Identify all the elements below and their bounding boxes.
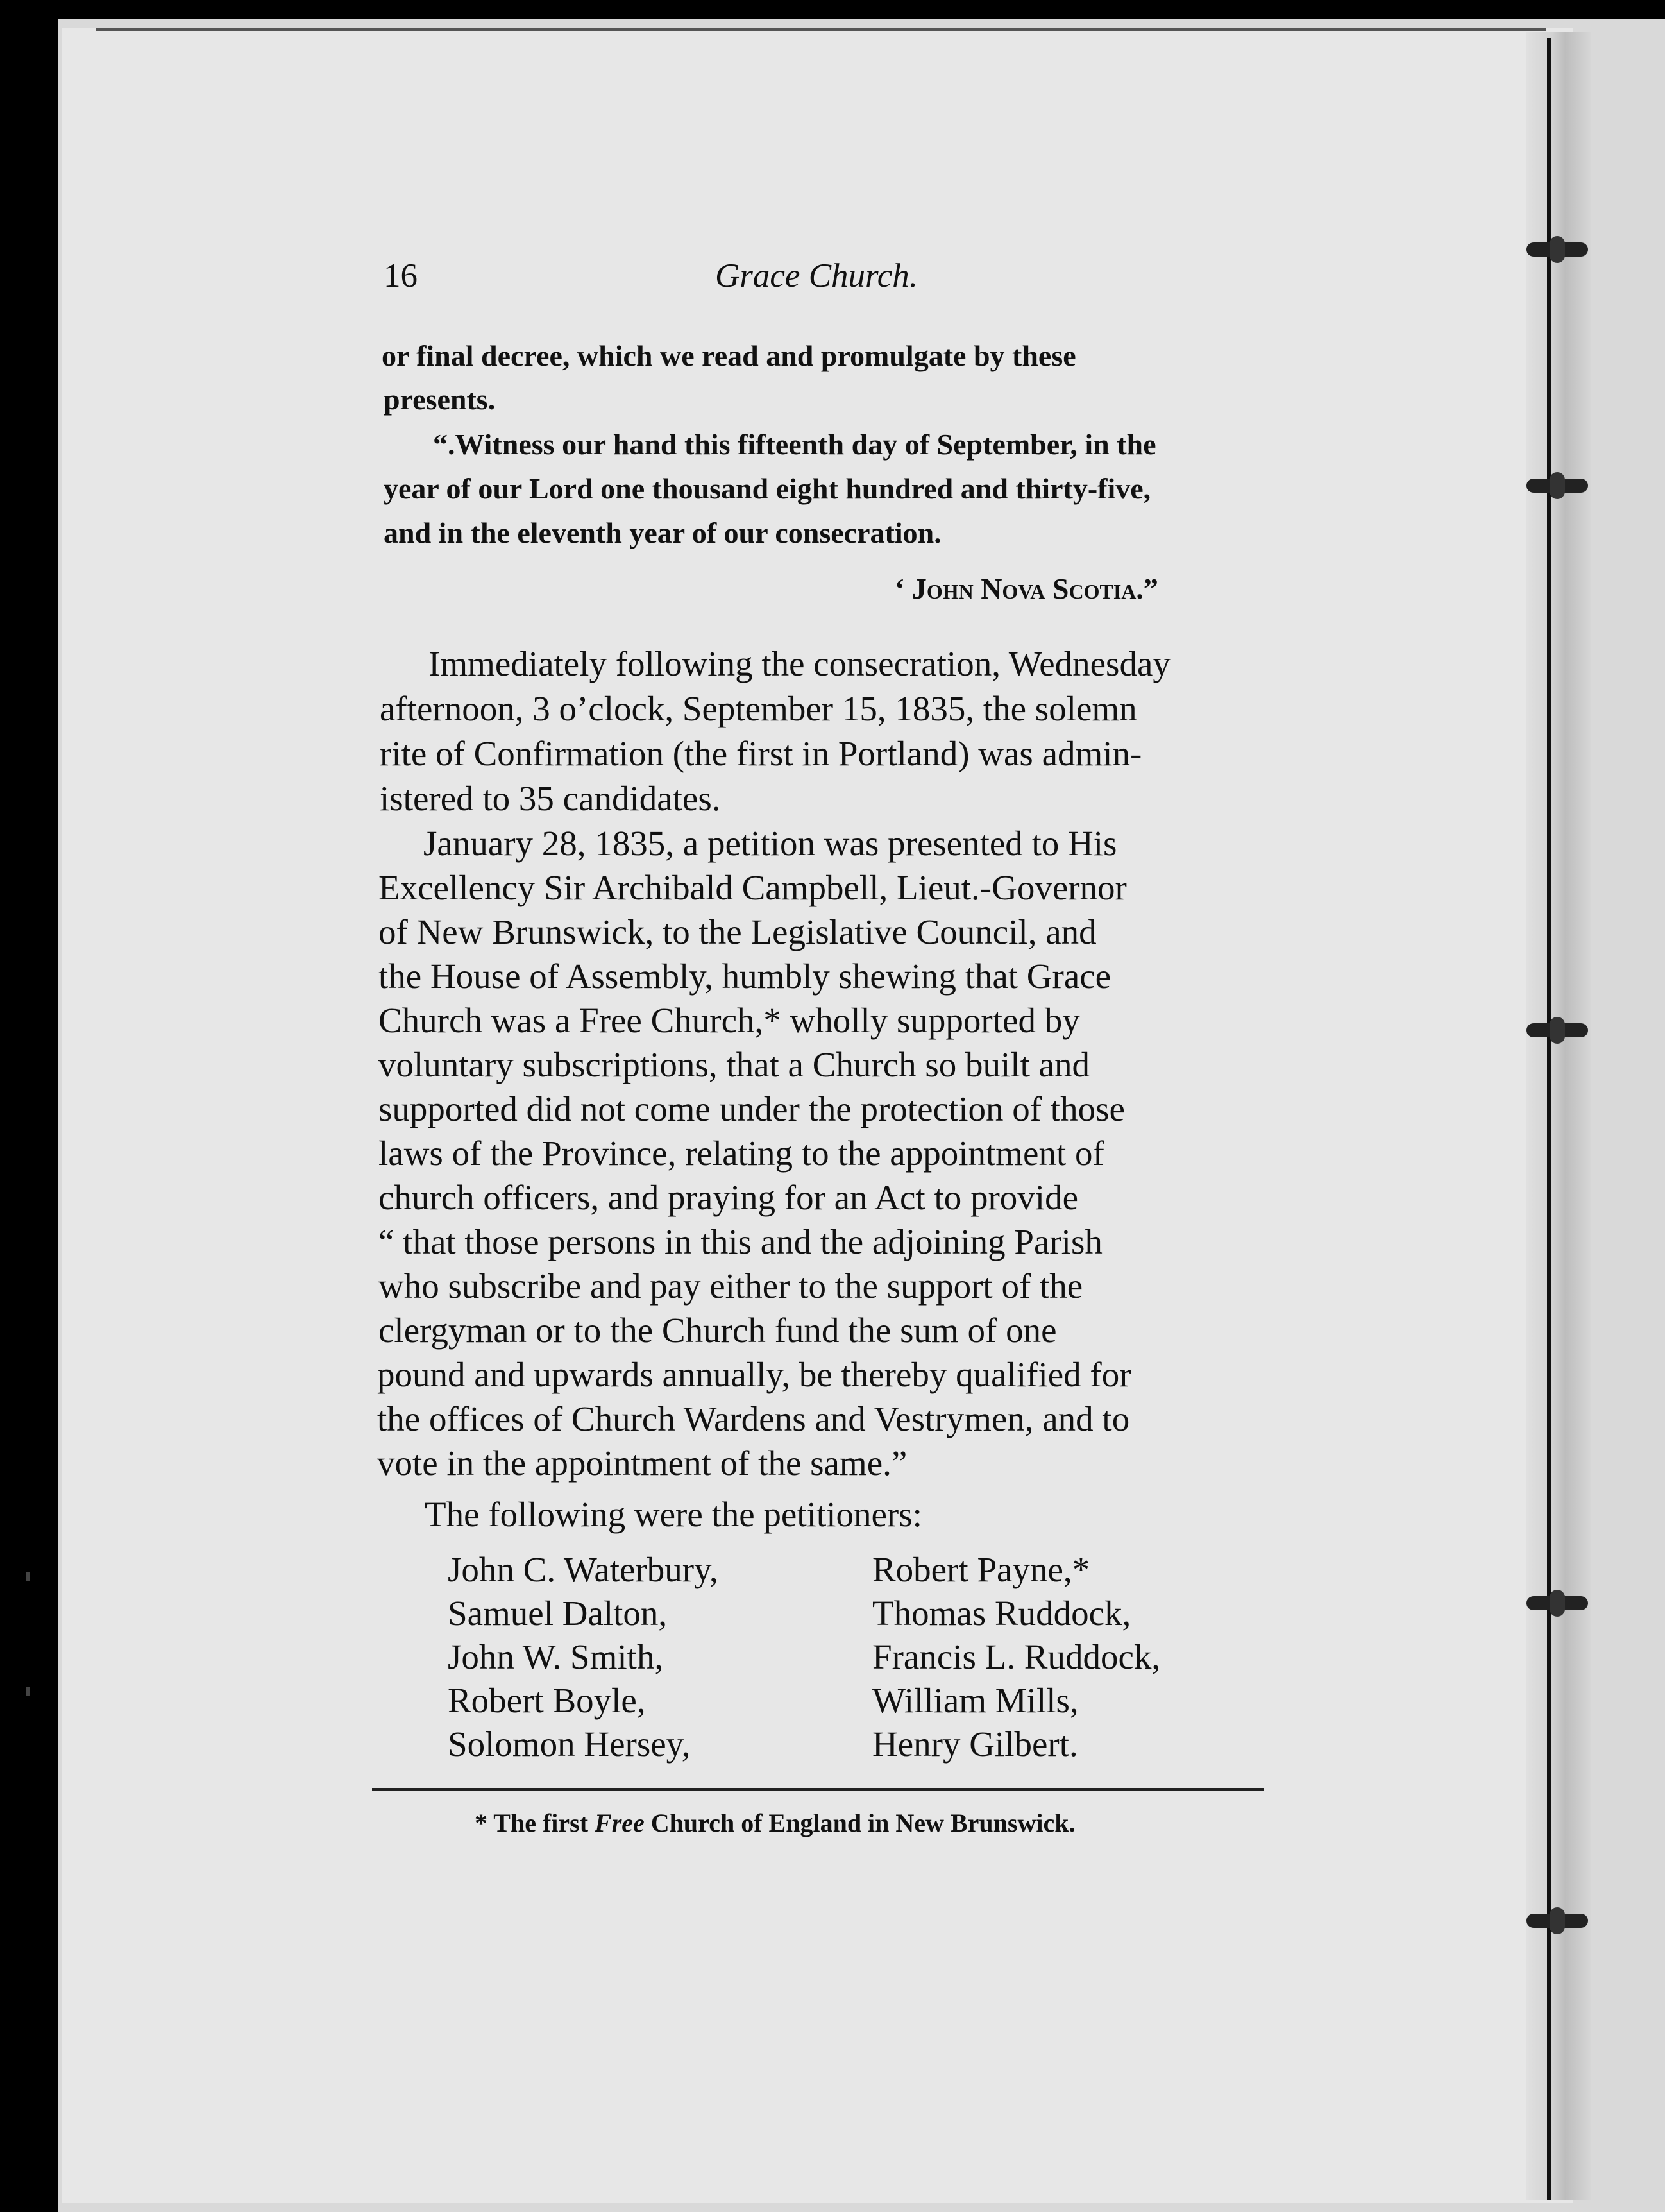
petitioners-right-column: [872, 1548, 1160, 1766]
footnote-prefix: * The first: [475, 1808, 595, 1837]
scan-mark: [26, 1687, 30, 1696]
body-line: who subscribe and pay either to the support of the: [378, 1266, 1083, 1306]
petitioner-name: Thomas Ruddock,: [872, 1594, 1131, 1633]
footnote-suffix: Church of England in New Brunswick.: [644, 1808, 1076, 1837]
binding-thread: [1547, 38, 1551, 2200]
petitioner-name: John C. Waterbury,: [448, 1550, 718, 1589]
petitioner-name: John W. Smith,: [448, 1637, 664, 1676]
running-title: Grace Church.: [715, 257, 918, 294]
body-line: afternoon, 3 o’clock, September 15, 1835, the solemn: [380, 689, 1137, 728]
decree-line: “.Witness our hand this fifteenth day of September, in the: [433, 428, 1156, 461]
petitioner-name: Francis L. Ruddock,: [872, 1637, 1161, 1676]
body-line: supported did not come under the protection of those: [378, 1089, 1125, 1128]
petitioner-name: Solomon Hersey,: [448, 1724, 691, 1764]
body-line: pound and upwards annually, be thereby qualified for: [377, 1355, 1131, 1394]
petitioner-name: Henry Gilbert.: [872, 1724, 1078, 1764]
body-line: the offices of Church Wardens and Vestrymen, and to: [377, 1399, 1130, 1438]
page-top-edge: [96, 28, 1546, 31]
body-line: clergyman or to the Church fund the sum of one: [378, 1311, 1057, 1350]
body-line: “ that those persons in this and the adjoining Parish: [378, 1222, 1103, 1261]
petitioner-name: Robert Payne,*: [872, 1550, 1090, 1589]
footnote: [475, 1808, 1075, 1838]
body-line: January 28, 1835, a petition was presented to His: [423, 824, 1117, 863]
decree-text: or final decree, which we read and promulgate by these: [382, 339, 1076, 372]
decree-line: and in the eleventh year of our consecration.: [384, 516, 942, 549]
binding-staple: [1526, 1023, 1588, 1037]
body-line: voluntary subscriptions, that a Church so built and: [378, 1045, 1090, 1084]
body-line: vote in the appointment of the same.”: [377, 1443, 908, 1483]
decree-line: [382, 339, 1280, 373]
body-line: rite of Confirmation (the first in Portland) was admin-: [380, 734, 1142, 773]
body-line: The following were the petitioners:: [425, 1495, 922, 1534]
page-number: 16: [384, 257, 418, 294]
petitioner-name: William Mills,: [872, 1681, 1079, 1720]
decree-line: presents.: [384, 383, 496, 416]
petitioner-name: Samuel Dalton,: [448, 1594, 668, 1633]
petitioners-left-column: [448, 1548, 718, 1766]
body-line: of New Brunswick, to the Legislative Council, and: [378, 912, 1097, 951]
footnote-emphasis: Free: [595, 1808, 645, 1837]
binding-staple: [1526, 1914, 1588, 1928]
petitioner-name: Robert Boyle,: [448, 1681, 646, 1720]
body-line: Excellency Sir Archibald Campbell, Lieut.-Governor: [378, 868, 1127, 907]
body-line: church officers, and praying for an Act to provide: [378, 1178, 1078, 1217]
scan-mark: [26, 1572, 30, 1581]
body-line: istered to 35 candidates.: [380, 779, 721, 818]
body-line: laws of the Province, relating to the appointment of: [378, 1134, 1104, 1173]
decree-signature: ‘ John Nova Scotia.”: [895, 572, 1158, 605]
footnote-rule: [372, 1788, 1264, 1791]
body-line: Immediately following the consecration, Wednesday: [428, 644, 1171, 683]
binding-staple: [1526, 1596, 1588, 1610]
decree-line: year of our Lord one thousand eight hundred and thirty-five,: [384, 472, 1151, 505]
binding-staple: [1526, 242, 1588, 257]
binding-strip: [1526, 32, 1591, 2200]
body-line: the House of Assembly, humbly shewing that Grace: [378, 957, 1111, 996]
body-line: Church was a Free Church,* wholly supported by: [378, 1001, 1080, 1040]
binding-staple: [1526, 479, 1588, 493]
